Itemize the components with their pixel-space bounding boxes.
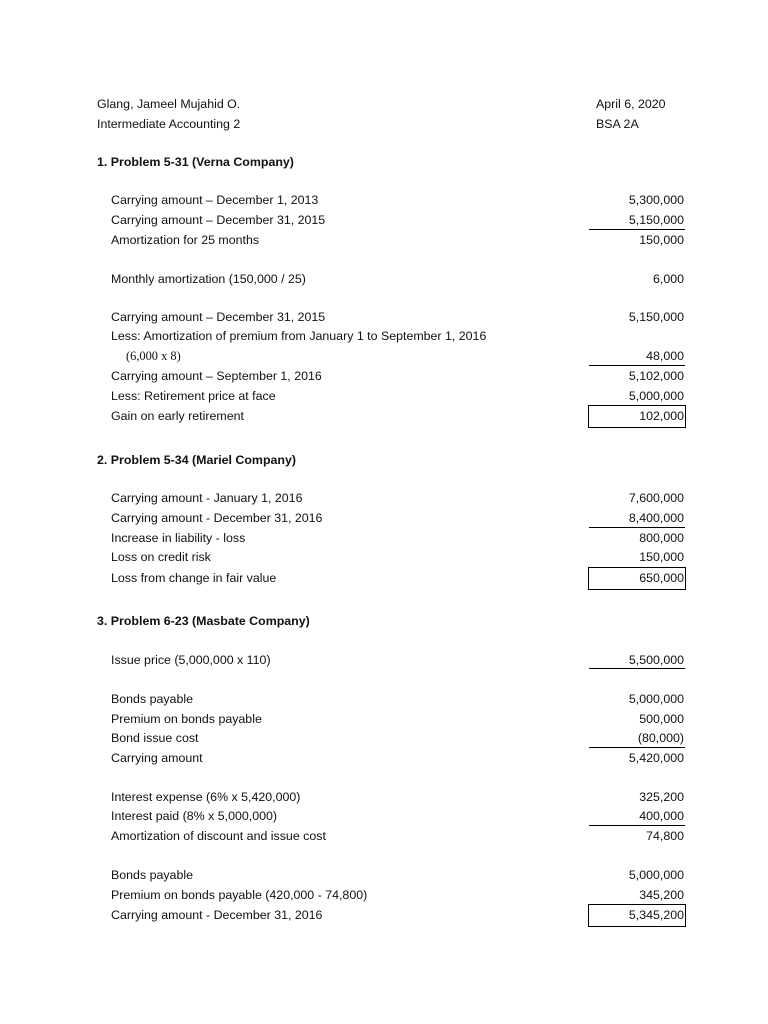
- problem-1-row-value: 5,000,000: [628, 389, 684, 403]
- problem-2-result-label: Loss from change in fair value: [111, 571, 277, 585]
- problem-3-row-value: 400,000: [639, 809, 684, 823]
- problem-3-row-label: Bonds payable: [111, 692, 193, 706]
- problem-3-row-value: 74,800: [646, 829, 684, 843]
- problem-1-row-value: 48,000: [646, 349, 684, 363]
- problem-1-row-value: 5,102,000: [628, 369, 684, 383]
- underline-rule: [589, 527, 685, 528]
- problem-1-row-label: Less: Retirement price at face: [111, 389, 276, 403]
- problem-1-row-label: Carrying amount – December 31, 2015: [111, 310, 326, 324]
- problem-3-row-label: Bond issue cost: [111, 731, 199, 745]
- problem-3-row-label: Interest paid (8% x 5,000,000): [111, 809, 277, 823]
- problem-3-row-label: Carrying amount: [111, 751, 203, 765]
- problem-1-row-label: (6,000 x 8): [126, 349, 181, 363]
- problem-3-result-value: 5,345,200: [628, 908, 684, 922]
- problem-3-title: 3. Problem 6-23 (Masbate Company): [97, 614, 310, 628]
- problem-3-row-value: 5,000,000: [628, 692, 684, 706]
- problem-3-row-label: Issue price (5,000,000 x 110): [111, 653, 271, 667]
- document-date: April 6, 2020: [596, 97, 666, 111]
- problem-1-row-label: Carrying amount – December 31, 2015: [111, 213, 326, 227]
- problem-2-row-label: Loss on credit risk: [111, 550, 211, 564]
- problem-2-row-label: Increase in liability - loss: [111, 531, 246, 545]
- problem-2-row-label: Carrying amount - January 1, 2016: [111, 491, 303, 505]
- class-section: BSA 2A: [596, 117, 639, 131]
- problem-1-row-label: Amortization for 25 months: [111, 233, 260, 247]
- problem-1-row-value: 5,300,000: [628, 193, 684, 207]
- problem-3-row-value: 325,200: [639, 790, 684, 804]
- student-name: Glang, Jameel Mujahid O.: [97, 97, 241, 111]
- problem-3-result-label: Carrying amount - December 31, 2016: [111, 908, 323, 922]
- problem-1-row-value: 6,000: [652, 272, 684, 286]
- problem-2-title: 2. Problem 5-34 (Mariel Company): [97, 453, 296, 467]
- problem-1-row-value: 5,150,000: [628, 310, 684, 324]
- problem-1-row-label: Less: Amortization of premium from January 1 to September 1, 2016: [111, 329, 487, 343]
- problem-2-row-value: 7,600,000: [628, 491, 684, 505]
- problem-3-row-value: 345,200: [639, 888, 684, 902]
- problem-2-row-value: 150,000: [639, 550, 684, 564]
- problem-3-row-label: Interest expense (6% x 5,420,000): [111, 790, 301, 804]
- problem-3-row-value: 5,000,000: [628, 868, 684, 882]
- problem-1-title: 1. Problem 5-31 (Verna Company): [97, 155, 294, 169]
- problem-1-row-value: 5,150,000: [628, 213, 684, 227]
- problem-3-row-label: Premium on bonds payable (420,000 - 74,800): [111, 888, 368, 902]
- problem-1-result-label: Gain on early retirement: [111, 409, 244, 423]
- problem-3-row-value: (80,000): [637, 731, 684, 745]
- problem-3-row-value: 500,000: [639, 712, 684, 726]
- problem-1-row-label: Monthly amortization (150,000 / 25): [111, 272, 306, 286]
- problem-3-row-label: Amortization of discount and issue cost: [111, 829, 326, 843]
- underline-rule: [589, 825, 685, 826]
- problem-2-row-label: Carrying amount - December 31, 2016: [111, 511, 323, 525]
- course-name: Intermediate Accounting 2: [97, 117, 241, 131]
- problem-3-row-value: 5,420,000: [628, 751, 684, 765]
- problem-2-row-value: 8,400,000: [628, 511, 684, 525]
- problem-2-result-value: 650,000: [639, 571, 684, 585]
- problem-3-row-value: 5,500,000: [628, 653, 684, 667]
- problem-3-row-label: Bonds payable: [111, 868, 193, 882]
- problem-1-row-label: Carrying amount – December 1, 2013: [111, 193, 319, 207]
- problem-1-row-value: 150,000: [639, 233, 684, 247]
- problem-2-row-value: 800,000: [639, 531, 684, 545]
- underline-rule: [589, 747, 685, 748]
- underline-rule: [589, 668, 685, 669]
- problem-1-result-value: 102,000: [639, 409, 684, 423]
- underline-rule: [589, 229, 685, 230]
- problem-3-row-label: Premium on bonds payable: [111, 712, 262, 726]
- problem-1-row-label: Carrying amount – September 1, 2016: [111, 369, 322, 383]
- underline-rule: [589, 365, 685, 366]
